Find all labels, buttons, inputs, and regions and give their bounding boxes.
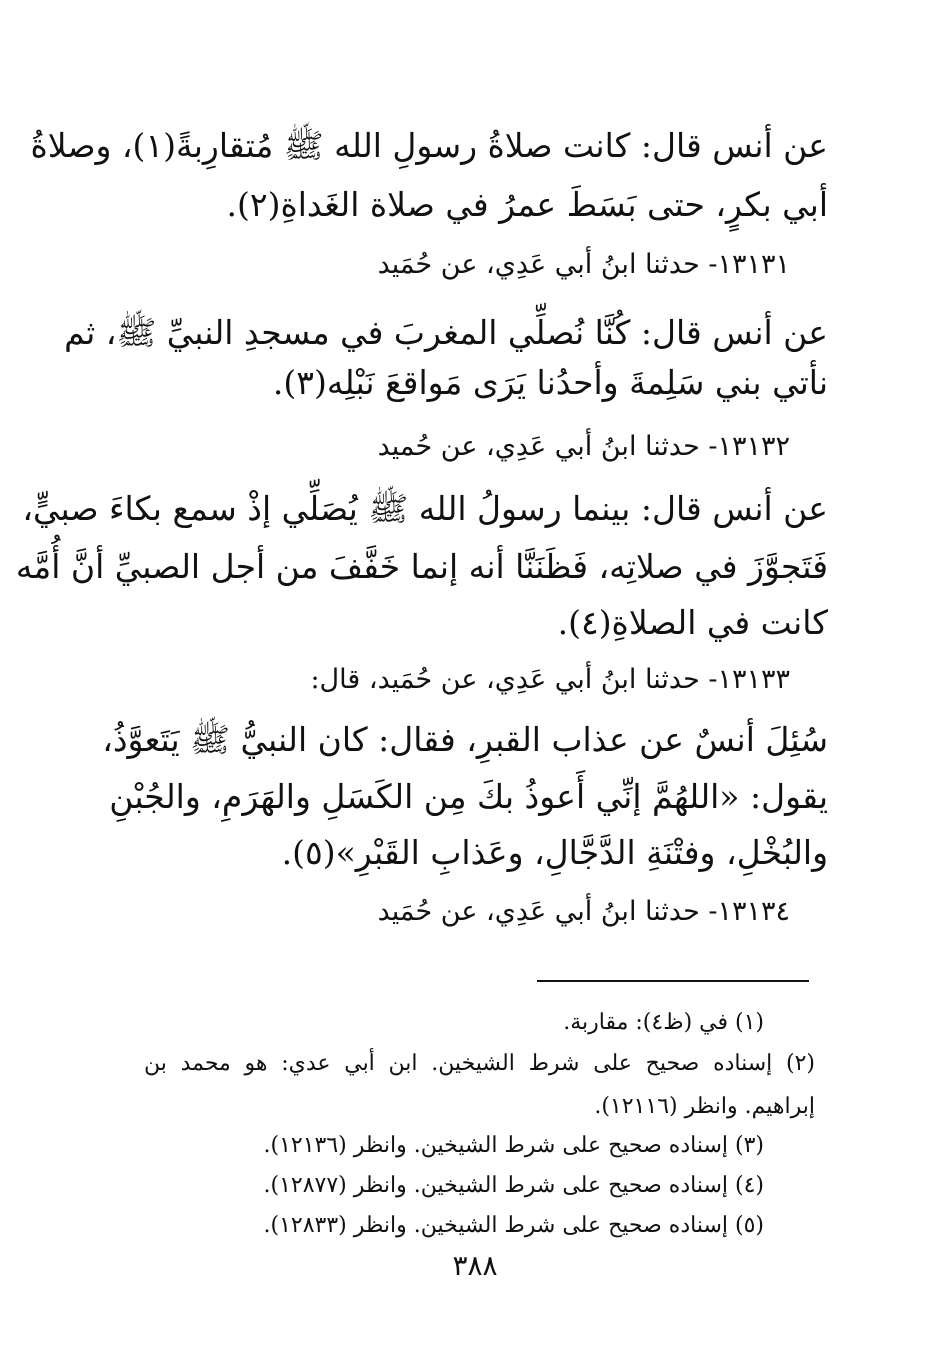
footnote: (٥) إسناده صحيح على شرط الشيخين. وانظر (١٢٨٣٣). (263, 1213, 764, 1238)
text-line: يقول: «اللهُمَّ إنِّي أَعوذُ بكَ مِن الكَسَلِ والهَرَمِ، والجُبْنِ (109, 777, 828, 816)
footnote: (٤) إسناده صحيح على شرط الشيخين. وانظر (١٢٨٧٧). (263, 1173, 764, 1198)
text-line: نأتي بني سَلِمةَ وأحدُنا يَرَى مَواقعَ نَبْلِه(٣). (272, 363, 828, 402)
text-line: عن أنس قال: كُنَّا نُصلِّي المغربَ في مسجدِ النبيِّ ﷺ، ثم (64, 313, 828, 352)
hadith-heading: ١٣١٣١- حدثنا ابنُ أبي عَدِي، عن حُمَيد (377, 249, 790, 280)
page-number: ٣٨٨ (452, 1249, 498, 1282)
text-line: عن أنس قال: كانت صلاةُ رسولِ الله ﷺ مُتقارِبةً(١)، وصلاةُ (30, 126, 828, 165)
text-line: فَتَجوَّزَ في صلاتِه، فَظَنَنَّا أنه إنما خَفَّفَ من أجل الصبيِّ أنَّ أُمَّه (15, 547, 828, 586)
hadith-heading: ١٣١٣٤- حدثنا ابنُ أبي عَدِي، عن حُمَيد (377, 896, 790, 927)
footnote: (١) في (ظ٤): مقاربة. (563, 1010, 764, 1035)
hadith-heading: ١٣١٣٣- حدثنا ابنُ أبي عَدِي، عن حُمَيد، قال: (310, 664, 790, 695)
footnote: (٢) إسناده صحيح على شرط الشيخين. ابن أبي عدي: هو محمد بن (144, 1051, 815, 1076)
footnote: (٣) إسناده صحيح على شرط الشيخين. وانظر (١٢١٣٦). (263, 1133, 764, 1158)
footnote-continuation: إبراهيم. وانظر (١٢١١٦). (594, 1094, 815, 1119)
footnote-separator (537, 980, 809, 982)
text-line: عن أنس قال: بينما رسولُ الله ﷺ يُصَلِّي إذْ سمع بكاءَ صبيٍّ، (22, 489, 828, 528)
text-line: أبي بكرٍ، حتى بَسَطَ عمرُ في صلاة الغَداةِ(٢). (226, 185, 828, 224)
text-line: كانت في الصلاةِ(٤). (557, 603, 828, 642)
hadith-heading: ١٣١٣٢- حدثنا ابنُ أبي عَدِي، عن حُميد (377, 431, 790, 462)
text-line: سُئِلَ أنسٌ عن عذاب القبرِ، فقال: كان النبيُّ ﷺ يَتَعوَّذُ، (102, 720, 828, 759)
text-line: والبُخْلِ، وفتْنَةِ الدَّجَّالِ، وعَذابِ القَبْرِ»(٥). (281, 833, 828, 872)
